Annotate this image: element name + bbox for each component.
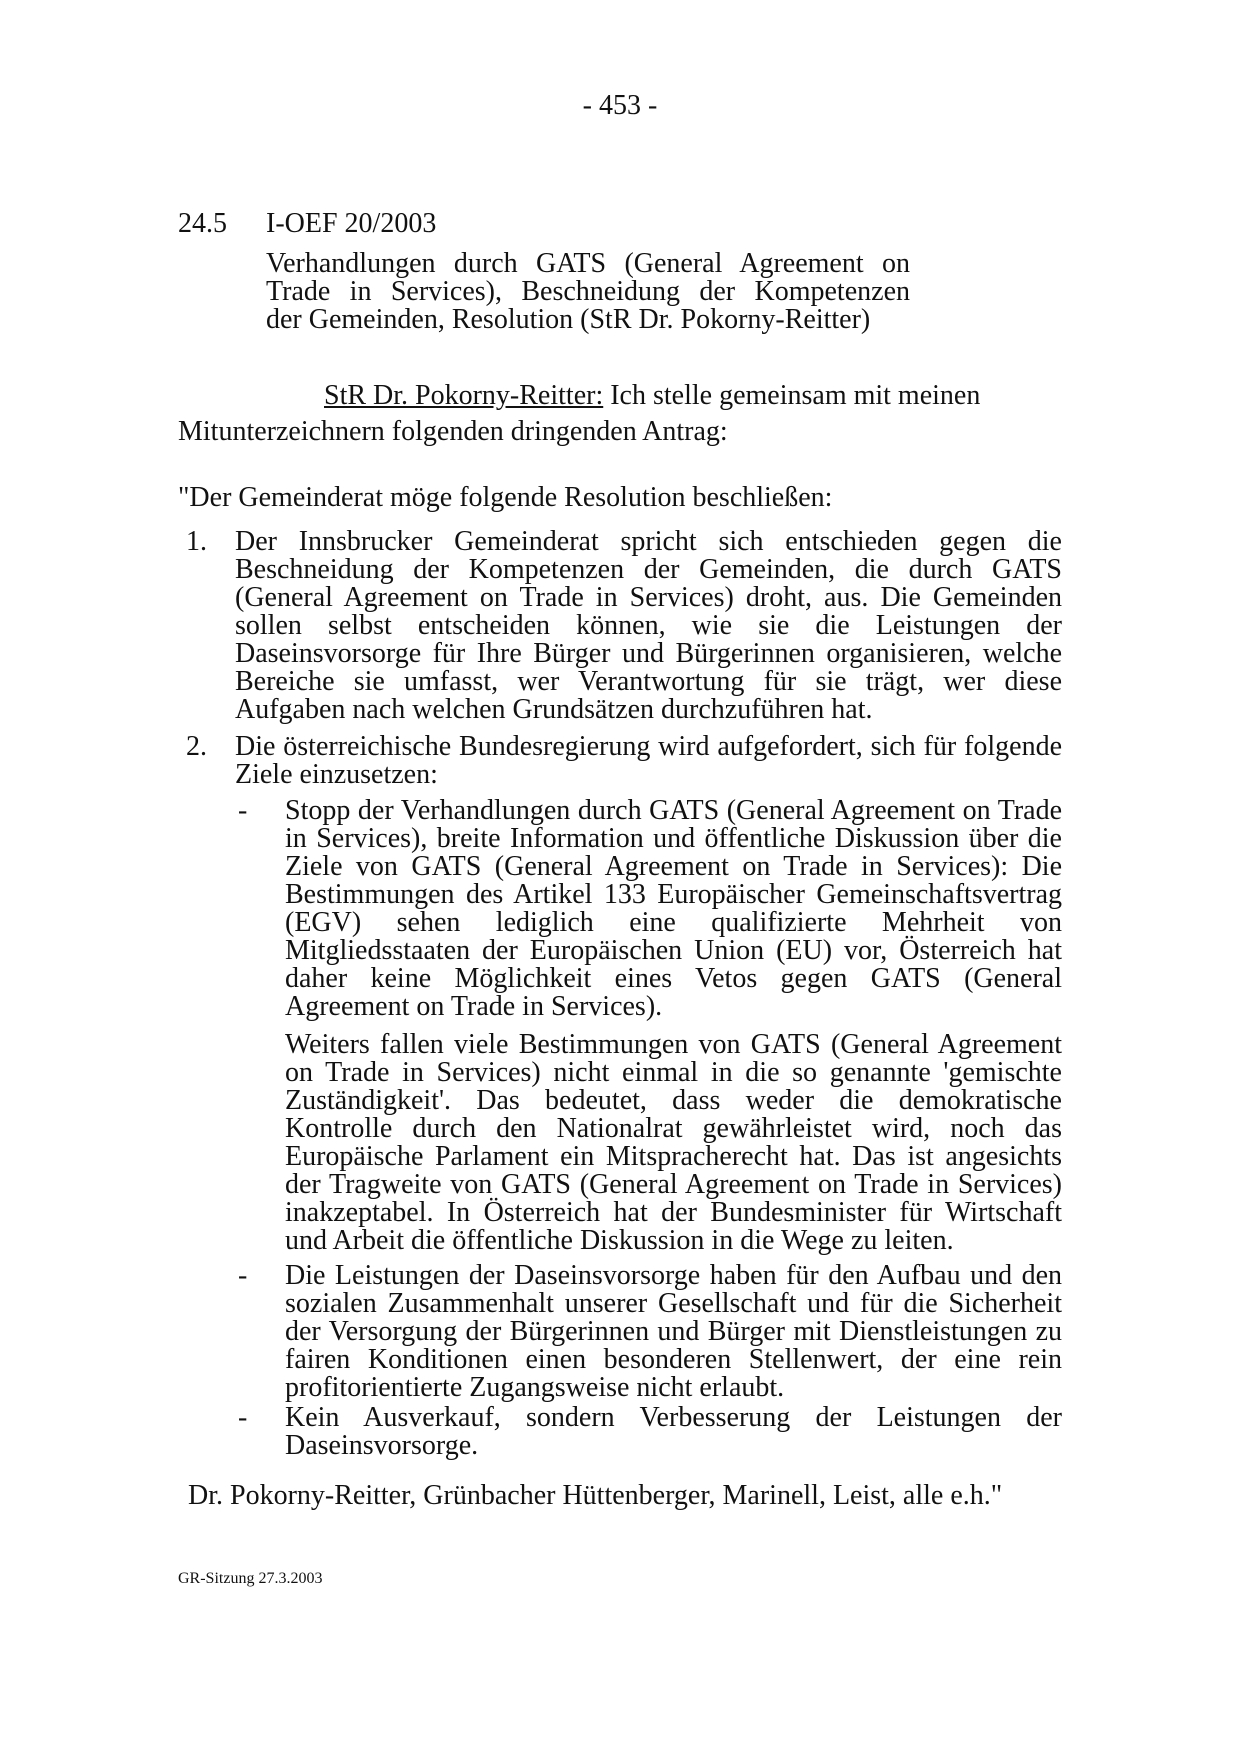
intro-line-2: Mitunterzeichnern folgenden dringenden Antrag: — [178, 416, 728, 447]
subject-line: der Gemeinden, Resolution (StR Dr. Pokorny-Reitter) — [266, 304, 871, 335]
sub-item-text: Kein Ausverkauf, sondern Verbesserung der Leistungen der Daseinsvorsorge. — [285, 1402, 1062, 1461]
speaker-name: StR Dr. Pokorny-Reitter: — [324, 380, 604, 411]
section-number: 24.5 — [178, 208, 227, 239]
item-text: Der Innsbrucker Gemeinderat spricht sich entschieden gegen die Beschneidung der Kompetenzen der Gemeinden, die durch GATS (General Agreement on Trade in Services) droht, aus. Die Gemeinden sollen selbst entscheiden können, wie sie die Leistungen der Daseinsvorsorge für Ihre Bürger und Bürgerinnen organisieren, welche Bereiche sie umfasst, wer Verantwortung für sie trägt, wer diese Aufgaben nach welchen Grundsätzen durchzuführen hat. — [235, 526, 1062, 725]
subject-line: Verhandlungen durch GATS (General Agreement on — [266, 248, 910, 279]
resolution-item — [178, 528, 1062, 724]
sub-item-text: Die Leistungen der Daseinsvorsorge haben für den Aufbau und den sozialen Zusammenhalt unserer Gesellschaft und für die Sicherheit der Versorgung der Bürgerinnen und Bürger mit Dienstleistungen zu fairen Konditionen einen besonderen Stellenwert, der eine rein profitorientierte Zugangsweise nicht erlaubt. — [285, 1260, 1062, 1403]
intro-text: Ich stelle gemeinsam mit meinen — [603, 380, 981, 411]
subject-line: Trade in Services), Beschneidung der Kompetenzen — [266, 276, 910, 307]
sub-item — [238, 1404, 1062, 1460]
resolution-opening: "Der Gemeinderat möge folgende Resolution beschließen: — [178, 482, 833, 513]
resolution-item — [178, 733, 1062, 789]
footer-session-date: GR-Sitzung 27.3.2003 — [178, 1570, 323, 1587]
item-number: 1. — [186, 526, 207, 557]
dash-bullet: - — [238, 1402, 248, 1433]
agenda-subject — [266, 250, 910, 334]
sub-item — [238, 797, 1062, 1255]
dash-bullet: - — [238, 1260, 248, 1291]
intro-line-1 — [178, 378, 1010, 414]
item-text: Die österreichische Bundesregierung wird aufgefordert, sich für folgende Ziele einzusetzen: — [235, 731, 1062, 790]
section-code: I-OEF 20/2003 — [266, 208, 437, 239]
sub-item-text: Stopp der Verhandlungen durch GATS (General Agreement on Trade in Services), breite Information und öffentliche Diskussion über die Ziele von GATS (General Agreement on Trade in Services): Die Bestimmungen des Artikel 133 Europäischer Gemeinschaftsvertrag (EGV) sehen lediglich eine qualifizierte Mehrheit von Mitgliedsstaaten der Europäischen Union (EU) vor, Österreich hat daher keine Möglichkeit eines Vetos gegen GATS (General Agreement on Trade in Services). — [285, 795, 1062, 1022]
signatories: Dr. Pokorny-Reitter, Grünbacher Hüttenberger, Marinell, Leist, alle e.h." — [188, 1480, 1003, 1511]
sub-item-continuation: Weiters fallen viele Bestimmungen von GATS (General Agreement on Trade in Services) nicht einmal in die so genannte 'gemischte Zuständigkeit'. Das bedeutet, dass weder die demokratische Kontrolle durch den Nationalrat gewährleistet wird, noch das Europäische Parlament ein Mitspracherecht hat. Das ist angesichts der Tragweite von GATS (General Agreement on Trade in Services) inakzeptabel. In Österreich hat der Bundesminister für Wirtschaft und Arbeit die öffentliche Diskussion in die Wege zu leiten. — [285, 1029, 1062, 1256]
sub-item — [238, 1262, 1062, 1402]
intro-paragraph — [178, 378, 1010, 450]
page-number: - 453 - — [582, 90, 658, 121]
item-number: 2. — [186, 731, 207, 762]
dash-bullet: - — [238, 795, 248, 826]
